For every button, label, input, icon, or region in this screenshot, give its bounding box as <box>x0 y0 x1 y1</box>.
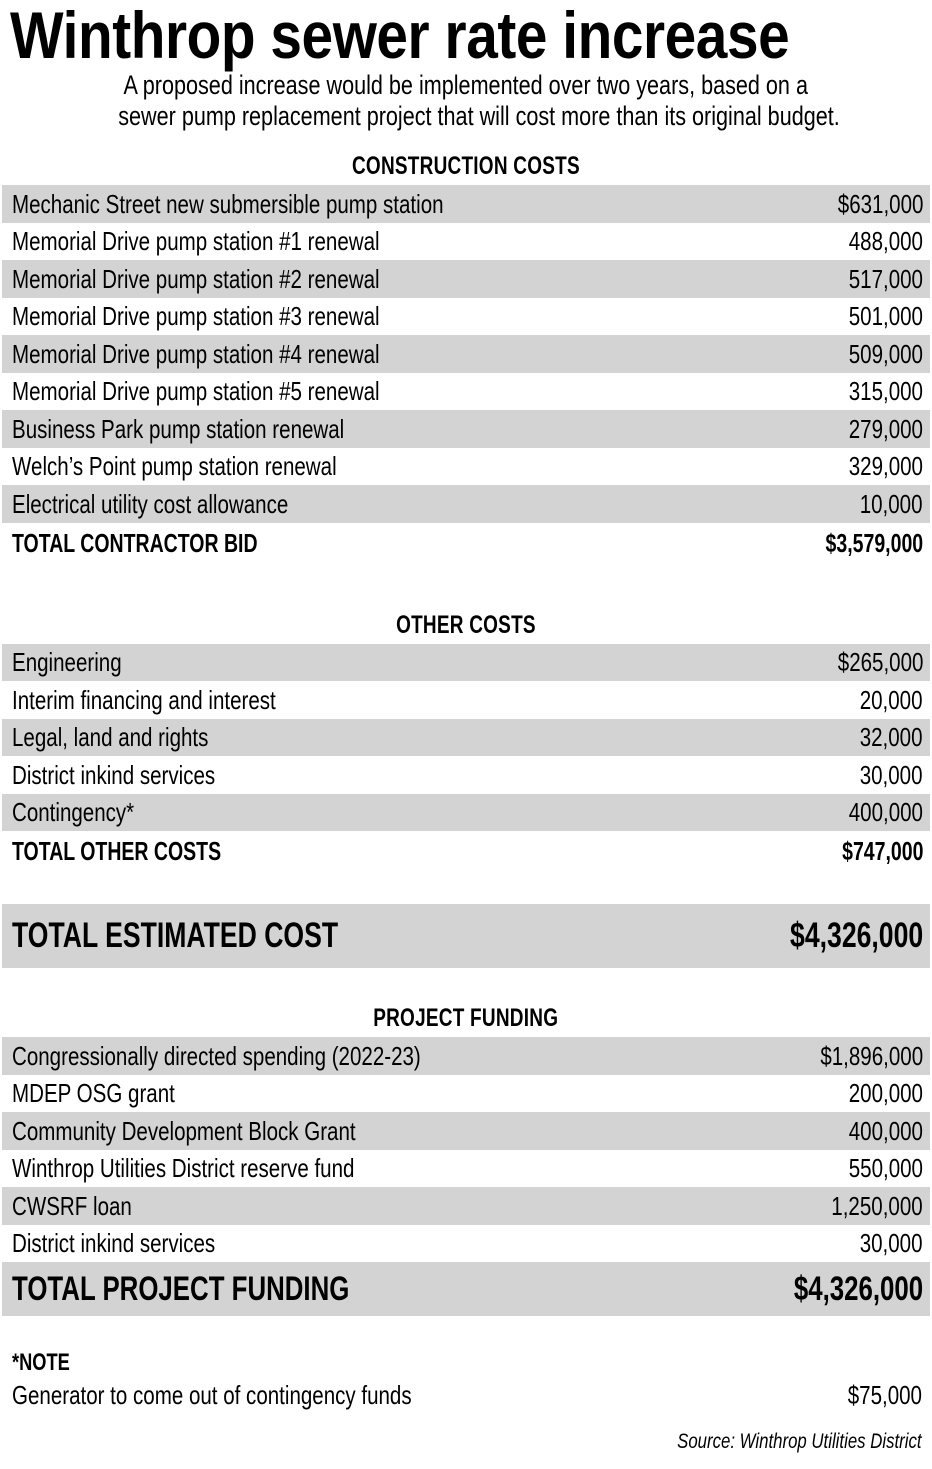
row-label: MDEP OSG grant <box>12 1078 175 1109</box>
row-value: 329,000 <box>848 451 923 482</box>
row-label: CWSRF loan <box>12 1190 132 1221</box>
row-value: 30,000 <box>860 1228 923 1259</box>
row-label: Winthrop Utilities District reserve fund <box>12 1153 355 1184</box>
note-value: $75,000 <box>847 1380 922 1410</box>
table-other-costs <box>2 644 930 872</box>
row-label: Memorial Drive pump station #3 renewal <box>12 301 380 332</box>
section-heading-other-costs: OTHER COSTS <box>396 610 536 639</box>
note-label: Generator to come out of contingency funds <box>12 1380 412 1410</box>
total-label: TOTAL CONTRACTOR BID <box>12 527 258 558</box>
row-label: Contingency* <box>12 797 135 828</box>
source-credit: Source: Winthrop Utilities District <box>677 1430 922 1453</box>
row-label: Community Development Block Grant <box>12 1115 356 1146</box>
row-value: 20,000 <box>860 684 923 715</box>
title-block <box>0 0 932 70</box>
row-value: 550,000 <box>848 1153 923 1184</box>
table-row <box>2 1112 930 1150</box>
row-label: Legal, land and rights <box>12 722 209 753</box>
row-value: 501,000 <box>848 301 923 332</box>
page-title-text: Winthrop sewer rate increase <box>10 0 790 72</box>
note-heading: *NOTE <box>12 1349 70 1376</box>
row-label: District inkind services <box>12 759 216 790</box>
note-row <box>0 1376 932 1414</box>
row-label: Memorial Drive pump station #2 renewal <box>12 263 380 294</box>
table-total-row-other-costs <box>2 831 930 871</box>
section-heading-project-funding: PROJECT FUNDING <box>373 1004 559 1032</box>
table-row <box>2 185 930 223</box>
row-label: District inkind services <box>12 1228 216 1259</box>
row-value: 30,000 <box>860 759 923 790</box>
subtitle-line-1: A proposed increase would be implemented over two years, based on a <box>123 70 809 100</box>
funding-total-band <box>2 1262 930 1316</box>
row-value: 315,000 <box>848 376 923 407</box>
row-value: 509,000 <box>848 338 923 369</box>
page-title <box>10 0 932 72</box>
table-row <box>2 681 930 719</box>
total-label: TOTAL OTHER COSTS <box>12 836 222 866</box>
row-value: 400,000 <box>848 797 923 828</box>
table-row <box>2 335 930 373</box>
table-row <box>2 1225 930 1263</box>
table-row <box>2 223 930 261</box>
funding-total-label: TOTAL PROJECT FUNDING <box>12 1270 350 1308</box>
table-row <box>2 1037 930 1075</box>
row-label: Memorial Drive pump station #5 renewal <box>12 376 380 407</box>
table-row <box>2 756 930 794</box>
table-row <box>2 1150 930 1188</box>
table-row <box>2 719 930 757</box>
row-label: Business Park pump station renewal <box>12 413 345 444</box>
row-value: 200,000 <box>848 1078 923 1109</box>
row-value: $631,000 <box>837 188 923 219</box>
row-value: 517,000 <box>848 263 923 294</box>
row-label: Welch’s Point pump station renewal <box>12 451 337 482</box>
row-value: $1,896,000 <box>820 1040 923 1071</box>
table-row <box>2 373 930 411</box>
table-row <box>2 1187 930 1225</box>
grand-total-value: $4,326,000 <box>789 916 923 955</box>
total-value: $3,579,000 <box>825 527 923 558</box>
grand-total-band <box>2 904 930 968</box>
row-label: Congressionally directed spending (2022-23) <box>12 1040 421 1071</box>
subtitle-block <box>0 70 932 132</box>
table-row <box>2 260 930 298</box>
subtitle-line-2: sewer pump replacement project that will cost more than its original budget. <box>118 101 840 131</box>
row-value: 10,000 <box>860 488 923 519</box>
row-value: 1,250,000 <box>831 1190 923 1221</box>
table-project-funding <box>2 1037 930 1262</box>
row-label: Engineering <box>12 647 122 678</box>
row-value: $265,000 <box>837 647 923 678</box>
row-value: 400,000 <box>848 1115 923 1146</box>
funding-total-value: $4,326,000 <box>793 1270 923 1308</box>
table-row <box>2 644 930 682</box>
table-row <box>2 794 930 832</box>
row-label: Interim financing and interest <box>12 684 276 715</box>
section-heading-construction: CONSTRUCTION COSTS <box>352 152 580 180</box>
row-label: Electrical utility cost allowance <box>12 488 289 519</box>
grand-total-label: TOTAL ESTIMATED COST <box>12 916 339 955</box>
table-row <box>2 298 930 336</box>
row-label: Mechanic Street new submersible pump station <box>12 188 444 219</box>
table-row <box>2 485 930 523</box>
row-label: Memorial Drive pump station #1 renewal <box>12 226 380 257</box>
row-label: Memorial Drive pump station #4 renewal <box>12 338 380 369</box>
row-value: 279,000 <box>848 413 923 444</box>
total-value: $747,000 <box>841 836 923 866</box>
table-construction-costs <box>2 185 930 563</box>
table-row <box>2 1075 930 1113</box>
table-row <box>2 410 930 448</box>
table-total-row-construction <box>2 523 930 563</box>
table-row <box>2 448 930 486</box>
row-value: 32,000 <box>860 722 923 753</box>
row-value: 488,000 <box>848 226 923 257</box>
